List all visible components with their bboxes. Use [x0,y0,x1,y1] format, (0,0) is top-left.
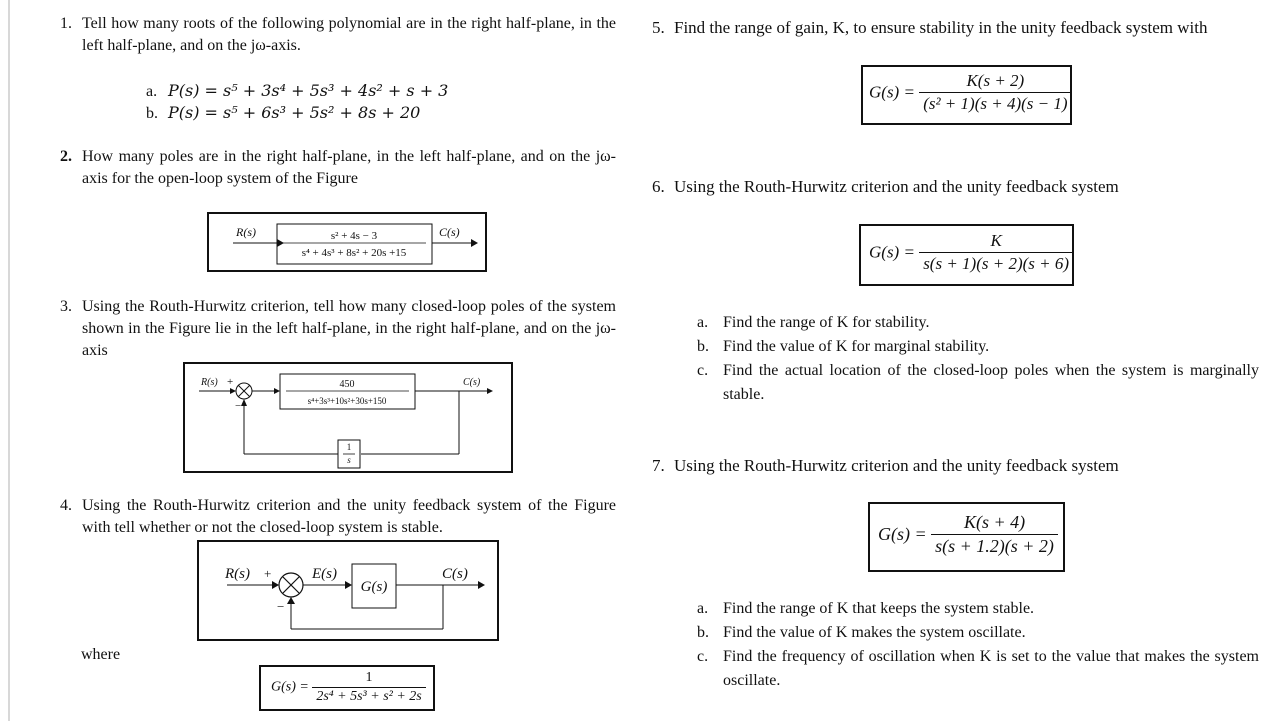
list-item [697,645,1259,693]
item-label: b. [697,338,709,355]
tf-denominator: (s² + 1)(s + 4)(s − 1) [919,92,1071,114]
fraction [919,71,1071,114]
fraction [931,512,1058,557]
question-text: Using the Routh-Hurwitz criterion and the unity feedback system [674,456,1119,475]
question-text: Find the range of gain, K, to ensure stability in the unity feedback system with [674,18,1208,37]
tf-lhs: G(s) = [869,242,915,262]
item-text: Find the value of K makes the system oscillate. [723,624,1026,641]
block-label: G(s) [360,579,388,595]
plus-sign: + [264,566,272,581]
tf-denominator: 2s⁴ + 5s³ + s² + 2s [312,687,425,705]
list-item [697,621,1259,645]
q6-subquestions [697,311,1259,411]
transfer-function [869,231,1073,274]
tf-denominator: s(s + 1)(s + 2)(s + 6) [919,252,1073,274]
question-text: Using the Routh-Hurwitz criterion and the unity feedback system [674,177,1119,196]
closed-loop-block-diagram [185,364,511,471]
fraction [312,670,425,705]
where-label: where [81,646,121,663]
tf-numerator: K [990,231,1002,250]
plus-sign: + [227,376,234,388]
item-label: c. [697,362,709,379]
transfer-function [271,670,426,705]
page-edge [8,0,10,721]
question-7 [652,455,1272,479]
item-text: Find the frequency of oscillation when K is set to the value that makes the system oscillate. [723,648,1259,689]
q1-item-a [146,79,448,103]
item-text: Find the range of K that keeps the system stable. [723,600,1035,617]
question-number: 7. [652,456,665,475]
minus-sign: − [235,400,242,412]
q5-transfer-function-box [861,65,1072,125]
tf-numerator: K(s + 2) [966,71,1025,90]
input-label: R(s) [225,566,250,582]
question-2 [60,146,616,192]
unity-feedback-block-diagram [199,542,497,639]
transfer-function [869,71,1072,114]
list-item [697,311,1259,335]
tf-numerator: s² + 4s − 3 [330,230,378,242]
item-label: b. [146,105,158,122]
question-number: 6. [652,177,665,196]
item-label: a. [697,600,709,617]
question-4 [60,495,616,541]
question-text: Tell how many roots of the following polynomial are in the right half-plane, in the left half-plane, and on the jω-axis. [82,15,616,54]
q3-figure [183,362,513,473]
q2-figure [207,212,487,272]
q1-item-b [146,101,420,125]
question-number: 3. [60,298,72,315]
tf-lhs: G(s) = [271,679,309,695]
polynomial-expression: P(s) = s⁵ + 6s³ + 5s² + 8s + 20 [168,103,421,122]
q4-transfer-function-box [259,665,435,711]
tf-denominator: s⁴ + 4s³ + 8s² + 20s +15 [301,247,407,259]
tf-lhs: G(s) = [869,82,915,102]
input-label: R(s) [201,377,218,388]
item-text: Find the value of K for marginal stability. [723,338,990,355]
q6-transfer-function-box [859,224,1074,286]
question-number: 4. [60,497,72,514]
feedback-numerator: 1 [346,442,352,452]
question-1 [60,13,616,59]
item-label: c. [697,648,709,665]
question-number: 2. [60,148,72,165]
question-6 [652,176,1272,200]
q4-figure [197,540,499,641]
feedback-denominator: s [347,455,351,465]
error-label: E(s) [312,566,337,582]
q7-subquestions [697,597,1259,697]
output-label: C(s) [442,566,468,582]
item-label: b. [697,624,709,641]
question-text: Using the Routh-Hurwitz criterion, tell how many closed-loop poles of the system shown in the Figure lie in the left half-plane, in the right half-plane, and on the jω-axis [82,298,616,359]
transfer-function [878,512,1058,557]
list-item [697,597,1259,621]
question-text: How many poles are in the right half-plane, in the left half-plane, and on the jω-axis for the open-loop system of the Figure [82,148,616,187]
tf-numerator: 1 [365,670,373,685]
tf-denominator: s(s + 1.2)(s + 2) [931,534,1058,557]
question-5 [652,17,1272,41]
question-text: Using the Routh-Hurwitz criterion and the unity feedback system of the Figure with tell whether or not the closed-loop system is stable. [82,497,616,536]
list-item [697,335,1259,359]
tf-denominator: s⁴+3s³+10s²+30s+150 [307,396,387,406]
item-label: a. [697,314,709,331]
minus-sign: − [277,599,285,614]
tf-numerator: 450 [339,379,355,390]
output-label: C(s) [439,225,460,239]
input-label: R(s) [236,225,256,239]
q7-transfer-function-box [868,502,1065,572]
output-label: C(s) [463,377,481,388]
question-number: 5. [652,18,665,37]
item-text: Find the range of K for stability. [723,314,930,331]
tf-numerator: K(s + 4) [963,512,1026,532]
item-label: a. [146,83,158,100]
question-3 [60,296,616,362]
fraction [919,231,1073,274]
question-number: 1. [60,15,72,32]
tf-lhs: G(s) = [878,524,927,544]
item-text: Find the actual location of the closed-loop poles when the system is marginally stable. [723,362,1259,403]
polynomial-expression: P(s) = s⁵ + 3s⁴ + 5s³ + 4s² + s + 3 [168,81,449,100]
open-loop-block-diagram [209,214,485,270]
list-item [697,359,1259,407]
